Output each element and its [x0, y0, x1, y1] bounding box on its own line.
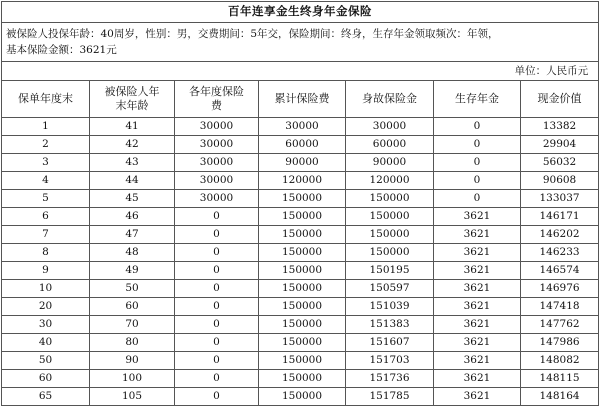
- table-cell: 148115: [521, 370, 599, 388]
- column-header: 被保险人年 末年龄: [90, 81, 175, 118]
- table-cell: 150000: [259, 190, 346, 208]
- table-cell: 3621: [434, 208, 521, 226]
- table-cell: 3621: [434, 316, 521, 334]
- table-cell: 120000: [259, 172, 346, 190]
- table-cell: 3621: [434, 262, 521, 280]
- column-header: 生存年金: [434, 81, 521, 118]
- table-cell: 151703: [346, 352, 434, 370]
- table-row: [2, 190, 599, 208]
- column-header: 现金价值: [521, 81, 599, 118]
- table-cell: 3621: [434, 280, 521, 298]
- header-row: [2, 81, 599, 118]
- table-cell: 150000: [259, 316, 346, 334]
- table-cell: 150000: [259, 334, 346, 352]
- table-cell: 146171: [521, 208, 599, 226]
- table-cell: 3621: [434, 226, 521, 244]
- table-cell: 3: [2, 154, 90, 172]
- table-cell: 44: [90, 172, 175, 190]
- table-cell: 9: [2, 262, 90, 280]
- table-cell: 30000: [175, 154, 259, 172]
- table-cell: 4: [2, 172, 90, 190]
- table-cell: 0: [434, 190, 521, 208]
- table-cell: 150000: [346, 244, 434, 262]
- table-row: [2, 370, 599, 388]
- table-row: [2, 352, 599, 370]
- table-cell: 151785: [346, 388, 434, 406]
- table-row: [2, 226, 599, 244]
- table-cell: 150000: [346, 226, 434, 244]
- table-cell: 46: [90, 208, 175, 226]
- table-cell: 147418: [521, 298, 599, 316]
- column-header: 保单年度末: [2, 81, 90, 118]
- table-cell: 56032: [521, 154, 599, 172]
- table-cell: 45: [90, 190, 175, 208]
- table-cell: 0: [175, 262, 259, 280]
- table-cell: 29904: [521, 136, 599, 154]
- table-cell: 0: [175, 298, 259, 316]
- table-cell: 30000: [175, 190, 259, 208]
- table-cell: 146233: [521, 244, 599, 262]
- table-row: [2, 280, 599, 298]
- table-row: [2, 298, 599, 316]
- table-cell: 150000: [346, 208, 434, 226]
- table-cell: 0: [175, 226, 259, 244]
- table-cell: 3621: [434, 388, 521, 406]
- table-cell: 151607: [346, 334, 434, 352]
- table-cell: 6: [2, 208, 90, 226]
- table-cell: 150195: [346, 262, 434, 280]
- table-cell: 150000: [259, 370, 346, 388]
- table-cell: 3621: [434, 334, 521, 352]
- table-cell: 150000: [346, 190, 434, 208]
- table-cell: 8: [2, 244, 90, 262]
- table-row: [2, 172, 599, 190]
- table-cell: 148164: [521, 388, 599, 406]
- table-cell: 60: [90, 298, 175, 316]
- table-row: [2, 154, 599, 172]
- table-cell: 47: [90, 226, 175, 244]
- table-cell: 0: [175, 334, 259, 352]
- table-cell: 90: [90, 352, 175, 370]
- table-cell: 60000: [259, 136, 346, 154]
- table-cell: 10: [2, 280, 90, 298]
- insurance-table-document: [1, 1, 598, 406]
- table-title: 百年连享金生终身年金保险: [2, 2, 599, 23]
- table-cell: 49: [90, 262, 175, 280]
- table-cell: 5: [2, 190, 90, 208]
- table-cell: 40: [2, 334, 90, 352]
- table-cell: 1: [2, 118, 90, 136]
- table-cell: 150000: [259, 298, 346, 316]
- table-cell: 30000: [175, 136, 259, 154]
- table-cell: 151039: [346, 298, 434, 316]
- table-row: [2, 244, 599, 262]
- table-cell: 148082: [521, 352, 599, 370]
- table-cell: 150000: [259, 352, 346, 370]
- policy-info-line-1: 被保险人投保年龄：40周岁，性别：男，交费期间：5年交，保险期间：终身，生存年金领取频次：年领，: [6, 28, 499, 40]
- table-cell: 30000: [175, 118, 259, 136]
- table-cell: 147762: [521, 316, 599, 334]
- table-cell: 0: [175, 352, 259, 370]
- table-cell: 7: [2, 226, 90, 244]
- table-cell: 0: [434, 154, 521, 172]
- table-cell: 120000: [346, 172, 434, 190]
- table-cell: 50: [2, 352, 90, 370]
- table-cell: 151736: [346, 370, 434, 388]
- table-cell: 41: [90, 118, 175, 136]
- column-header: 累计保险费: [259, 81, 346, 118]
- table-cell: 0: [175, 244, 259, 262]
- table-cell: 0: [175, 280, 259, 298]
- table-cell: 3621: [434, 244, 521, 262]
- table-cell: 20: [2, 298, 90, 316]
- table-cell: 150000: [259, 208, 346, 226]
- table-cell: 105: [90, 388, 175, 406]
- table-cell: 90000: [346, 154, 434, 172]
- table-cell: 133037: [521, 190, 599, 208]
- table-cell: 147986: [521, 334, 599, 352]
- table-cell: 0: [175, 316, 259, 334]
- table-cell: 146976: [521, 280, 599, 298]
- table-cell: 13382: [521, 118, 599, 136]
- table-cell: 60: [2, 370, 90, 388]
- table-cell: 150000: [259, 226, 346, 244]
- table-cell: 3621: [434, 352, 521, 370]
- table-cell: 146202: [521, 226, 599, 244]
- table-row: [2, 388, 599, 406]
- table-cell: 48: [90, 244, 175, 262]
- table-cell: 70: [90, 316, 175, 334]
- table-cell: 2: [2, 136, 90, 154]
- table-cell: 30000: [346, 118, 434, 136]
- table-cell: 3621: [434, 298, 521, 316]
- table-cell: 150000: [259, 388, 346, 406]
- table-cell: 30000: [259, 118, 346, 136]
- table-cell: 90608: [521, 172, 599, 190]
- table-cell: 65: [2, 388, 90, 406]
- table-cell: 150000: [259, 280, 346, 298]
- table-cell: 0: [434, 136, 521, 154]
- table-cell: 150000: [259, 244, 346, 262]
- table-cell: 0: [175, 370, 259, 388]
- table-cell: 150000: [259, 262, 346, 280]
- table-cell: 0: [434, 172, 521, 190]
- table-cell: 90000: [259, 154, 346, 172]
- table-cell: 0: [175, 388, 259, 406]
- table-cell: 151383: [346, 316, 434, 334]
- policy-info-line-2: 基本保险金额：3621元: [6, 44, 117, 56]
- table-cell: 100: [90, 370, 175, 388]
- column-header: 身故保险金: [346, 81, 434, 118]
- table-cell: 146574: [521, 262, 599, 280]
- table-row: [2, 136, 599, 154]
- policy-info: [2, 23, 599, 62]
- table-cell: 3621: [434, 370, 521, 388]
- benefit-table: [1, 1, 599, 406]
- table-cell: 50: [90, 280, 175, 298]
- table-cell: 80: [90, 334, 175, 352]
- table-cell: 30: [2, 316, 90, 334]
- currency-unit: 单位：人民币元: [2, 62, 599, 81]
- table-row: [2, 334, 599, 352]
- column-header: 各年度保险 费: [175, 81, 259, 118]
- table-cell: 42: [90, 136, 175, 154]
- table-row: [2, 118, 599, 136]
- table-cell: 60000: [346, 136, 434, 154]
- table-cell: 43: [90, 154, 175, 172]
- table-row: [2, 262, 599, 280]
- table-row: [2, 316, 599, 334]
- table-cell: 0: [175, 208, 259, 226]
- table-row: [2, 208, 599, 226]
- table-body: [2, 118, 599, 406]
- table-cell: 0: [434, 118, 521, 136]
- table-cell: 30000: [175, 172, 259, 190]
- table-cell: 150597: [346, 280, 434, 298]
